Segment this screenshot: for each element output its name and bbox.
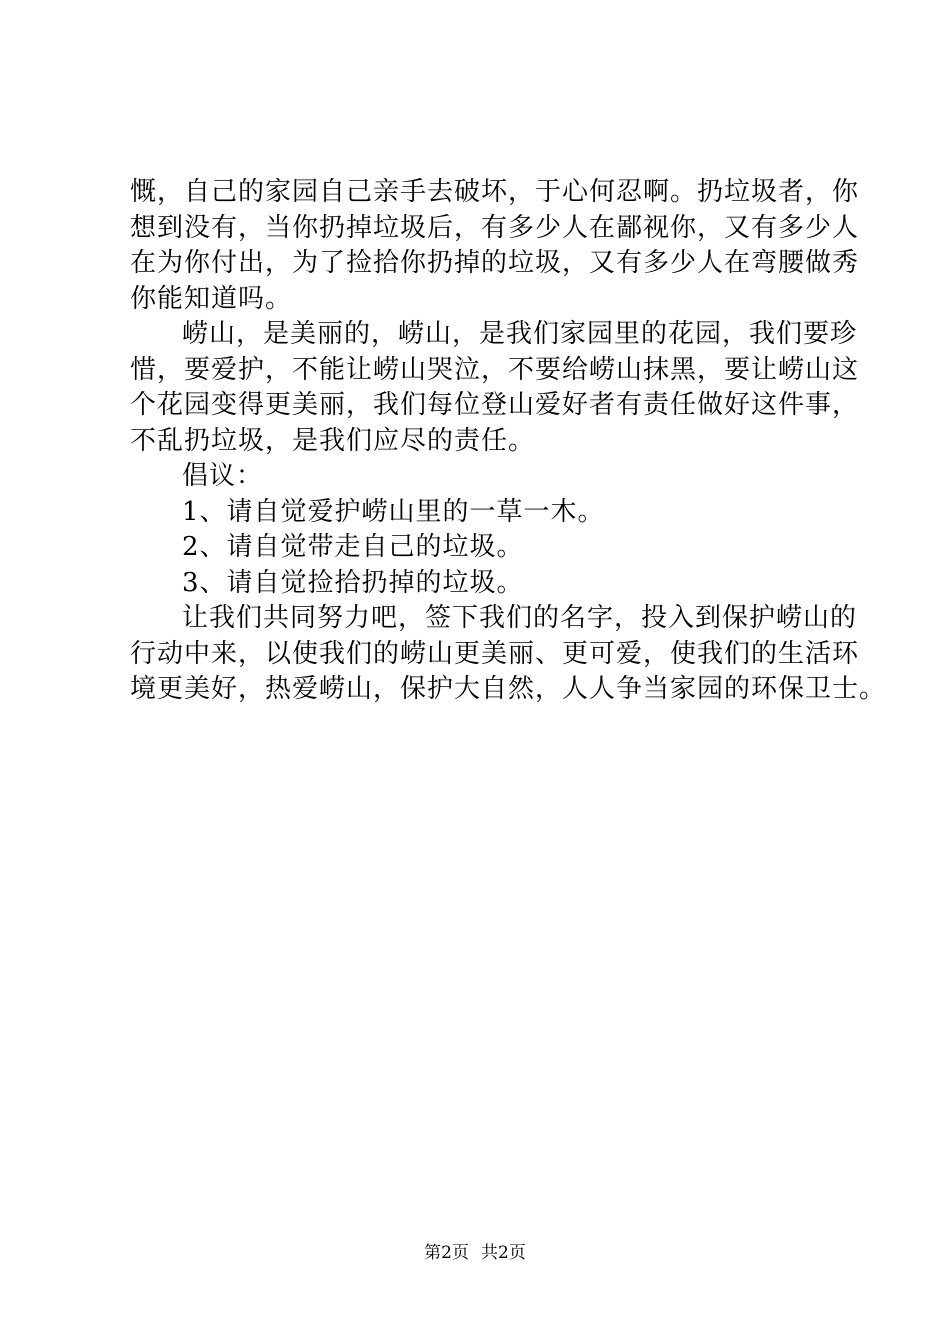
paragraph-start-line: 崂山，是美丽的，崂山，是我们家园里的花园，我们要珍 xyxy=(182,319,858,349)
proposal-item: 2、请自觉带走自己的垃圾。 xyxy=(182,532,524,562)
page-number-total: 共2页 xyxy=(481,1243,526,1263)
page-footer xyxy=(0,1243,950,1263)
text-line: 行动中来，以使我们的崂山更美丽、更可爱，使我们的生活环 xyxy=(130,638,860,669)
paragraph-start-line: 让我们共同努力吧，签下我们的名字，投入到保护崂山的 xyxy=(182,603,858,633)
proposal-heading: 倡议： xyxy=(182,461,264,491)
text-line: 不乱扔垃圾，是我们应尽的责任。 xyxy=(130,425,536,456)
text-line: 境更美好，热爱崂山，保护大自然，人人争当家园的环保卫士。 xyxy=(130,674,887,704)
text-line: 个花园变得更美丽，我们每位登山爱好者有责任做好这件事， xyxy=(130,390,860,420)
text-line: 你能知道吗。 xyxy=(130,283,293,314)
document-body xyxy=(130,175,887,708)
page-number-current: 第2页 xyxy=(424,1243,469,1263)
text-line: 想到没有，当你扔掉垃圾后，有多少人在鄙视你，又有多少人 xyxy=(130,212,860,243)
text-line: 在为你付出，为了捡拾你扔掉的垃圾，又有多少人在弯腰做秀 xyxy=(130,248,860,278)
proposal-item: 3、请自觉捡拾扔掉的垃圾。 xyxy=(182,567,524,598)
proposal-item: 1、请自觉爱护崂山里的一草一木。 xyxy=(182,496,605,527)
text-line: 惜，要爱护，不能让崂山哭泣，不要给崂山抹黑，要让崂山这 xyxy=(130,354,860,385)
text-line: 慨，自己的家园自己亲手去破坏，于心何忍啊。扔垃圾者，你 xyxy=(130,177,860,207)
